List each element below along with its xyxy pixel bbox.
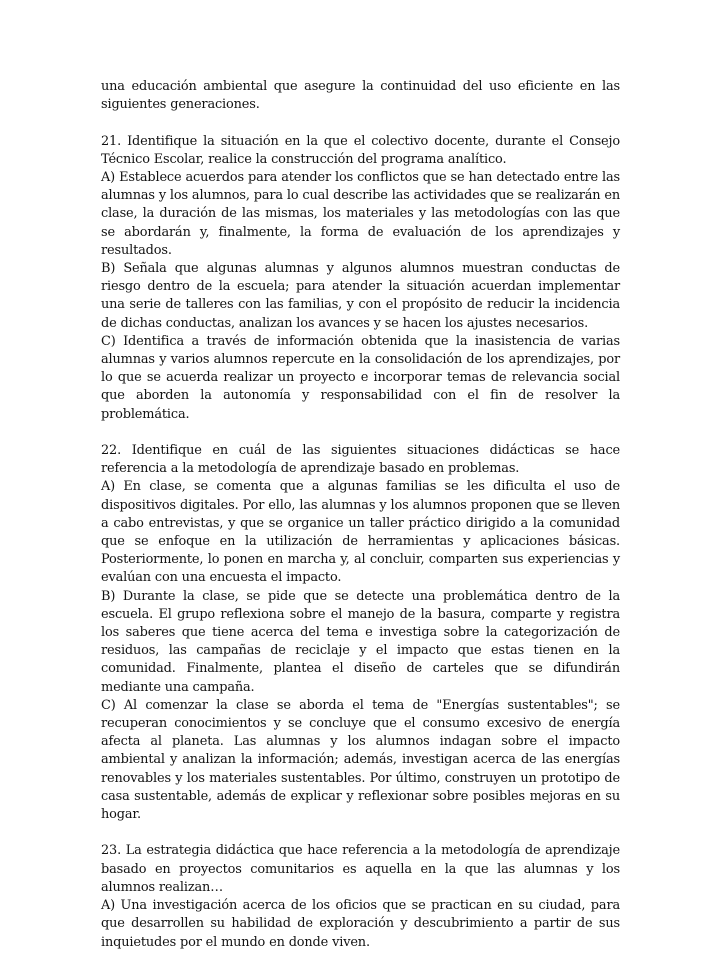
question-22-option-c: C) Al comenzar la clase se aborda el tema de "Energías sustentables"; se recuperan conocimientos y se concluye que el consumo excesivo de energía afecta al planeta. Las alumnas y los alumnos indagan sobre el impacto ambiental y analizan la información; además, investigan acerca de las energías renovables y los materiales sustentables. Por último, construyen un prototipo de casa sustentable, además de explicar y reflexionar sobre posibles mejoras en su hogar.	[101, 697, 620, 823]
question-21-option-a: A) Establece acuerdos para atender los conflictos que se han detectado entre las alumnas y los alumnos, para lo cual describe las actividades que se realizarán en clase, la duración de las mismas, los materiales y las metodologías con las que se abordarán y, finalmente, la forma de evaluación de los aprendizajes y resultados.	[101, 170, 620, 258]
intro-text: una educación ambiental que asegure la continuidad del uso eficiente en las siguientes generaciones.	[101, 79, 620, 113]
question-23	[101, 842, 620, 951]
question-21-option-b: B) Señala que algunas alumnas y algunos alumnos muestran conductas de riesgo dentro de la escuela; para atender la situación acuerdan implementar una serie de talleres con las familias, y con el propósito de reducir la incidencia de dichas conductas, analizan los avances y se hacen los ajustes necesarios.	[101, 261, 620, 331]
document-page	[101, 78, 620, 970]
question-21-option-c: C) Identifica a través de información obtenida que la inasistencia de varias alumnas y varios alumnos repercute en la consolidación de los aprendizajes, por lo que se acuerda realizar un proyecto e incorporar temas de relevancia social que aborden la autonomía y responsabilidad con el fin de resolver la problemática.	[101, 333, 620, 422]
question-22-option-a: A) En clase, se comenta que a algunas familias se les dificulta el uso de dispositivos digitales. Por ello, las alumnas y los alumnos proponen que se lleven a cabo entrevistas, y que se organice un taller práctico dirigido a la comunidad que se enfoque en la utilización de herramientas y aplicaciones básicas. Posteriormente, lo ponen en marcha y, al concluir, comparten sus experiencias y evalúan con una encuesta el impacto.	[101, 479, 620, 586]
question-21-stem: 21. Identifique la situación en la que el colectivo docente, durante el Consejo Técnico Escolar, realice la construcción del programa analítico.	[101, 133, 620, 167]
question-22-option-b: B) Durante la clase, se pide que se detecte una problemática dentro de la escuela. El grupo reflexiona sobre el manejo de la basura, comparte y registra los saberes que tiene acerca del tema e investiga sobre la categorización de residuos, las campañas de reciclaje y el impacto que estas tienen en la comunidad. Finalmente, plantea el diseño de carteles que se difundirán mediante una campaña.	[101, 588, 620, 695]
intro-paragraph	[101, 78, 620, 114]
question-22	[101, 442, 620, 824]
question-23-option-a: A) Una investigación acerca de los oficios que se practican en su ciudad, para que desarrollen su habilidad de exploración y descubrimiento a partir de sus inquietudes por el mundo en donde viven.	[101, 898, 620, 950]
question-22-stem: 22. Identifique en cuál de las siguientes situaciones didácticas se hace referencia a la metodología de aprendizaje basado en problemas.	[101, 443, 620, 477]
question-21	[101, 133, 620, 424]
question-23-stem: 23. La estrategia didáctica que hace referencia a la metodología de aprendizaje basado en proyectos comunitarios es aquella en la que las alumnas y los alumnos realizan…	[101, 843, 620, 895]
